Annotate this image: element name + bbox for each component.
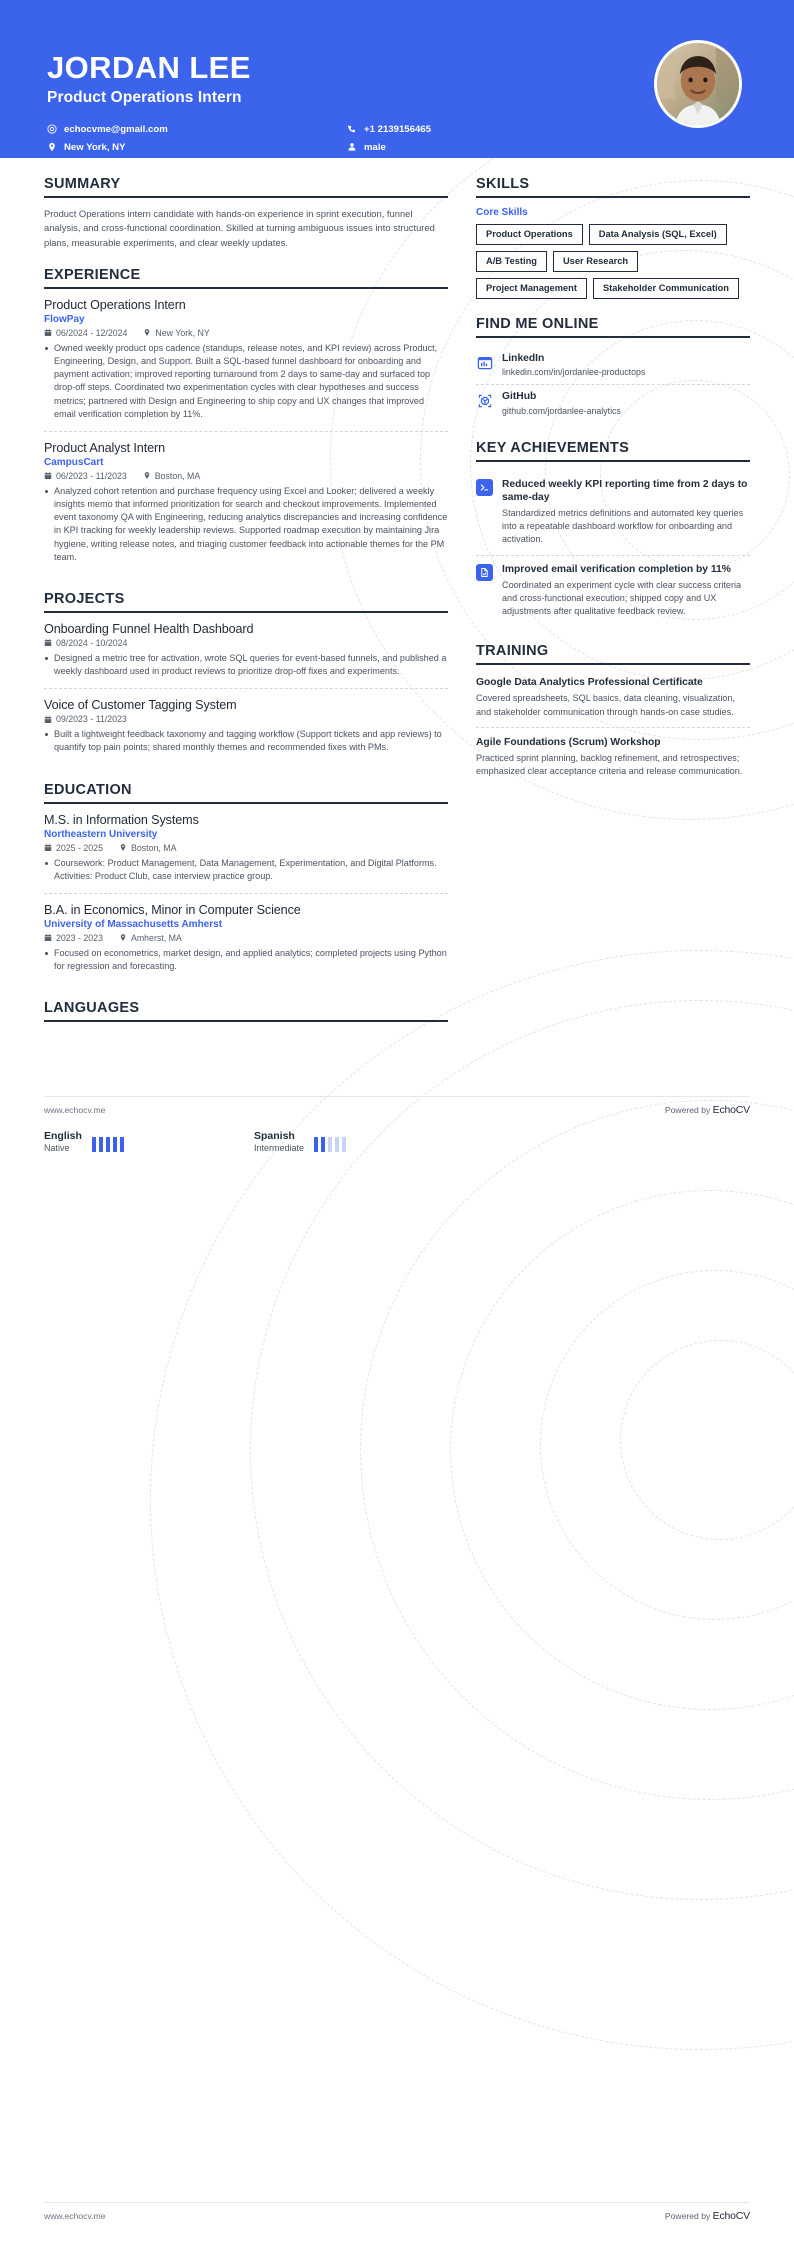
calendar-icon: [44, 328, 52, 337]
header-identity: [47, 38, 431, 153]
powered-brand: EchoCV: [712, 2210, 750, 2222]
training-description: Practiced sprint planning, backlog refinement, and retrospectives; emphasized clear acceptance criteria and release communication.: [476, 752, 743, 777]
level-bar: [321, 1137, 325, 1152]
education-meta: [44, 843, 448, 853]
footer-divider-bottom: [44, 2202, 750, 2203]
level-bar: [335, 1137, 339, 1152]
education-school[interactable]: Northeastern University: [44, 828, 158, 840]
skill-chip[interactable]: Stakeholder Communication: [593, 278, 739, 299]
online-link-name: LinkedIn: [502, 353, 545, 364]
section-training: [476, 643, 750, 786]
education-degree: B.A. in Economics, Minor in Computer Science: [44, 902, 301, 917]
education-dates-item: [44, 843, 103, 853]
training-row: [476, 727, 750, 787]
languages-list: [44, 1130, 750, 1153]
contact-phone[interactable]: [347, 124, 431, 135]
experience-dates-item: [44, 471, 127, 481]
project-dates-item: [44, 638, 127, 648]
experience-location: New York, NY: [155, 327, 210, 338]
gender-icon: [347, 142, 357, 152]
experience-company[interactable]: CampusCart: [44, 456, 104, 468]
language-item: [254, 1130, 464, 1153]
calendar-icon: [44, 715, 52, 724]
experience-entry: [44, 298, 448, 431]
experience-position: Product Operations Intern: [44, 297, 186, 312]
footer-top: [0, 1104, 794, 1116]
level-bar: [92, 1137, 96, 1152]
footer-powered-by: [665, 2210, 750, 2222]
document-check-icon: [476, 564, 493, 581]
footer-website[interactable]: www.echocv.me: [44, 2211, 106, 2221]
left-column: [44, 176, 448, 1034]
footer-bottom: [0, 2210, 794, 2222]
language-level: Intermediate: [254, 1143, 305, 1154]
education-location-item: [119, 933, 182, 943]
project-dates: 08/2024 - 10/2024: [56, 637, 128, 648]
online-link-row[interactable]: [476, 384, 750, 422]
education-meta: [44, 933, 448, 943]
email-icon: [47, 124, 57, 134]
footer-website[interactable]: www.echocv.me: [44, 1105, 106, 1115]
section-key-achievements: [476, 440, 750, 627]
footer-divider-top: [44, 1096, 750, 1097]
powered-prefix: Powered by: [664, 2211, 711, 2221]
skill-chip[interactable]: Project Management: [476, 278, 587, 299]
education-bullet: Focused on econometrics, market design, and applied analytics; completed projects using Python for regression and forecasting.: [44, 947, 448, 973]
section-skills: [476, 176, 750, 299]
calendar-icon: [44, 638, 52, 647]
education-school[interactable]: University of Massachusetts Amherst: [44, 918, 223, 930]
skill-chip[interactable]: Product Operations: [476, 224, 583, 245]
level-bar: [314, 1137, 318, 1152]
education-entry: [44, 813, 448, 893]
experience-meta: [44, 471, 448, 481]
education-dates: 2023 - 2023: [56, 932, 103, 943]
project-entry: [44, 622, 448, 688]
language-level-bars: [92, 1137, 124, 1152]
calendar-icon: [44, 471, 52, 480]
contact-location-value: New York, NY: [64, 141, 126, 153]
section-languages: [44, 1000, 448, 1022]
summary-heading: SUMMARY: [44, 176, 448, 198]
education-bullets: [44, 947, 448, 973]
online-heading: FIND ME ONLINE: [476, 316, 750, 338]
section-experience: [44, 267, 448, 574]
language-name: Spanish: [254, 1130, 295, 1143]
experience-dates: 06/2023 - 11/2023: [56, 470, 127, 481]
education-location: Amherst, MA: [130, 932, 182, 943]
summary-text: Product Operations intern candidate with hands-on experience in sprint execution, funnel analysis, and cross-functional coordination. Skilled at turning ambiguous issues into structured plans, measurable experiments, and clear weekly updates.: [44, 208, 435, 248]
contact-gender: [347, 142, 431, 153]
right-column: [476, 176, 750, 803]
online-link-name: GitHub: [502, 391, 537, 403]
full-name: JORDAN LEE: [47, 50, 251, 85]
achievement-row: [476, 555, 750, 627]
achievement-title: Improved email verification completion by 11%: [502, 563, 731, 575]
powered-brand: EchoCV: [712, 1104, 750, 1116]
resume-body: [0, 158, 794, 1034]
project-bullets: [44, 652, 448, 678]
education-location-item: [119, 843, 176, 853]
projects-heading: PROJECTS: [44, 591, 448, 613]
level-bar: [113, 1137, 117, 1152]
project-name: Voice of Customer Tagging System: [44, 698, 237, 713]
languages-area: [0, 1130, 794, 1153]
experience-dates-item: [44, 328, 127, 338]
level-bar: [106, 1137, 110, 1152]
location-pin-icon: [143, 328, 151, 337]
achievement-title: Reduced weekly KPI reporting time from 2 days to same-day: [502, 478, 748, 503]
linkedin-icon: [476, 354, 493, 371]
skill-chip[interactable]: Data Analysis (SQL, Excel): [589, 224, 727, 245]
calendar-icon: [44, 933, 52, 942]
resume-header: [0, 0, 794, 158]
training-row: [476, 674, 750, 727]
location-pin-icon: [119, 843, 127, 852]
experience-location-item: [143, 471, 200, 481]
project-dates-item: [44, 714, 127, 724]
experience-position: Product Analyst Intern: [44, 440, 166, 455]
skills-chip-list: [476, 224, 750, 299]
project-dates: 09/2023 - 11/2023: [56, 714, 127, 725]
online-link-url[interactable]: github.com/jordanlee-analytics: [502, 405, 621, 416]
experience-bullet: Analyzed cohort retention and purchase frequency using Excel and Looker; delivered a weekly insights memo that informed prioritization for search and checkout improvements. Implemented event taxonomy QA with Engineering, reducing analytics discrepancies and increasing confidence in KPI tracking for weekly leadership reviews. Supported roadmap execution by maintaining Jira hygiene, writing release notes, and triaging customer feedback into actionable themes for the PM team.: [44, 485, 448, 564]
experience-entry: [44, 431, 448, 574]
education-dates-item: [44, 933, 103, 943]
training-name: Google Data Analytics Professional Certificate: [476, 677, 703, 689]
language-item: [44, 1130, 254, 1153]
contact-email-value: echocvme@gmail.com: [64, 123, 168, 135]
section-find-me-online: [476, 316, 750, 423]
project-meta: [44, 714, 448, 724]
github-icon: [476, 392, 493, 409]
level-bar: [342, 1137, 346, 1152]
calendar-icon: [44, 843, 52, 852]
achievement-row: [476, 471, 750, 555]
skills-heading: SKILLS: [476, 176, 750, 198]
terminal-icon: [476, 479, 493, 496]
education-degree: M.S. in Information Systems: [44, 812, 199, 827]
project-bullet: Built a lightweight feedback taxonomy and tagging workflow (Support tickets and app reviews) to quantify top pain points; shared monthly themes and recommended fixes with PMs.: [44, 728, 448, 754]
training-heading: TRAINING: [476, 643, 750, 665]
skills-group-label: Core Skills: [476, 207, 528, 218]
experience-bullets: [44, 342, 448, 421]
language-name: English: [44, 1130, 82, 1143]
experience-heading: EXPERIENCE: [44, 267, 448, 289]
experience-location: Boston, MA: [154, 470, 201, 481]
location-pin-icon: [119, 933, 127, 942]
job-title: Product Operations Intern: [47, 88, 242, 106]
education-entry: [44, 893, 448, 983]
project-meta: [44, 638, 448, 648]
achievement-description: Coordinated an experiment cycle with clear success criteria and cross-functional execution; shipped copy and UX adjustments after qualitative feedback review.: [502, 579, 742, 617]
contact-phone-value: +1 2139156465: [364, 123, 431, 135]
avatar-photo: [657, 43, 739, 125]
project-entry: [44, 688, 448, 764]
experience-meta: [44, 328, 448, 338]
section-projects: [44, 591, 448, 765]
skill-chip[interactable]: User Research: [553, 251, 638, 272]
education-location: Boston, MA: [130, 842, 177, 853]
powered-prefix: Powered by: [664, 1105, 711, 1115]
experience-bullets: [44, 485, 448, 564]
project-bullet: Designed a metric tree for activation, wrote SQL queries for event-based funnels, and published a weekly dashboard used in product reviews to prioritize drop-off fixes and experiments.: [44, 652, 448, 678]
training-name: Agile Foundations (Scrum) Workshop: [476, 736, 661, 748]
language-level: Native: [44, 1143, 70, 1154]
phone-icon: [347, 124, 357, 134]
level-bar: [120, 1137, 124, 1152]
education-heading: EDUCATION: [44, 782, 448, 804]
online-link-url[interactable]: linkedin.com/in/jordanlee-productops: [502, 367, 646, 378]
section-education: [44, 782, 448, 984]
achievements-heading: KEY ACHIEVEMENTS: [476, 440, 750, 462]
footer-powered-by: [665, 1104, 750, 1116]
level-bar: [328, 1137, 332, 1152]
project-bullets: [44, 728, 448, 754]
achievement-description: Standardized metrics definitions and automated key queries into a repeatable dashboard workflow for onboarding and activation.: [502, 508, 744, 545]
online-link-row[interactable]: [476, 347, 750, 384]
contact-email[interactable]: [47, 124, 347, 135]
language-level-bars: [314, 1137, 346, 1152]
project-name: Onboarding Funnel Health Dashboard: [44, 621, 254, 636]
languages-heading: LANGUAGES: [44, 1000, 448, 1022]
avatar: [654, 40, 742, 128]
experience-dates: 06/2024 - 12/2024: [56, 327, 128, 338]
experience-location-item: [143, 328, 209, 338]
contact-grid: [47, 124, 431, 153]
contact-location: [47, 142, 347, 153]
experience-bullet: Owned weekly product ops cadence (standups, release notes, and KPI review) across Product, Engineering, Design, and Support. Built a SQL-based funnel dashboard for onboarding and payment activation; improved reporting turnaround from 2 days to same-day and surfaced top drop-off steps. Coordinated two experimentation cycles with clear hypotheses and success metrics; partnered with Design and Engineering to ship copy and UX changes that improved email verification completion by 11%.: [44, 342, 448, 421]
location-pin-icon: [143, 471, 151, 480]
education-dates: 2025 - 2025: [56, 842, 103, 853]
training-description: Covered spreadsheets, SQL basics, data cleaning, visualization, and stakeholder communication through hands-on case studies.: [476, 693, 735, 717]
location-icon: [47, 142, 57, 152]
level-bar: [99, 1137, 103, 1152]
experience-company[interactable]: FlowPay: [44, 313, 85, 325]
education-bullet: Coursework: Product Management, Data Management, Experimentation, and Digital Platforms. Activities: Product Club, case interview practice group.: [44, 857, 448, 883]
education-bullets: [44, 857, 448, 883]
skill-chip[interactable]: A/B Testing: [476, 251, 547, 272]
contact-gender-value: male: [364, 141, 386, 153]
section-summary: [44, 176, 448, 250]
